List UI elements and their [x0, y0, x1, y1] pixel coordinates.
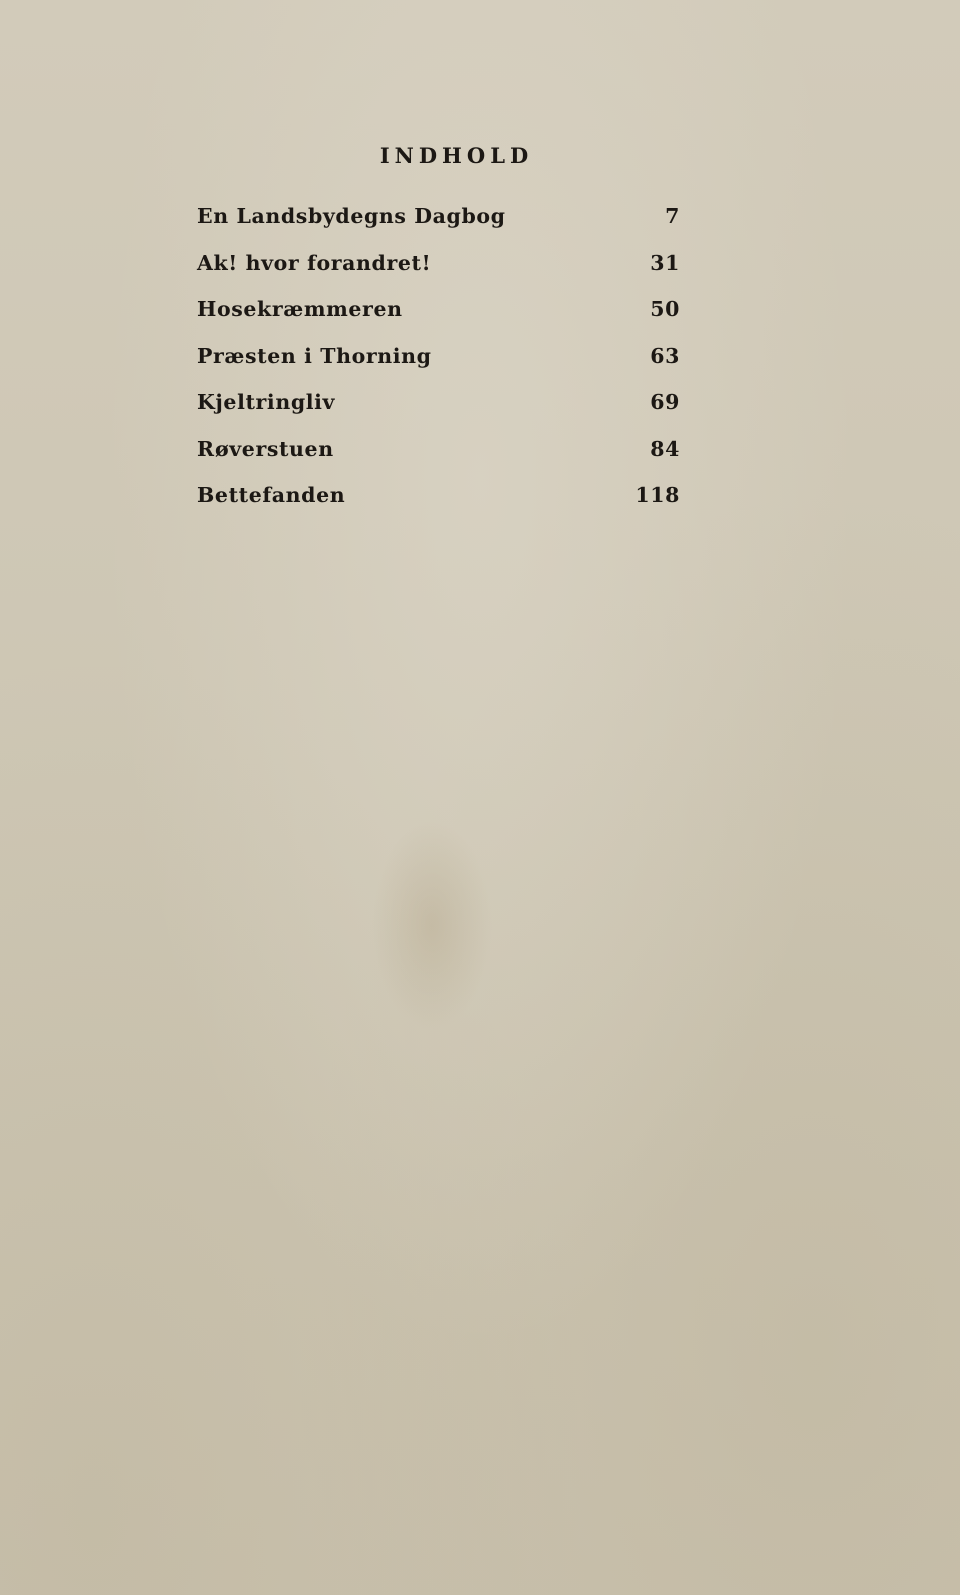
toc-entry-title: Præsten i Thorning — [197, 343, 432, 368]
toc-list — [197, 204, 680, 530]
toc-entry-page: 31 — [650, 250, 680, 275]
toc-heading: INDHOLD — [379, 143, 534, 168]
toc-entry — [197, 390, 680, 437]
toc-entry-title: Kjeltringliv — [197, 390, 336, 414]
toc-entry-page: 50 — [650, 297, 680, 321]
toc-entry — [197, 204, 680, 251]
toc-entry-page: 7 — [665, 204, 680, 228]
toc-entry-page: 69 — [650, 390, 680, 414]
table-of-contents — [197, 136, 680, 530]
toc-entry — [197, 251, 680, 298]
toc-entry-title: Ak! hvor forandret! — [197, 250, 432, 275]
toc-entry — [197, 437, 680, 484]
toc-entry — [197, 297, 680, 344]
toc-entry-title: Røverstuen — [197, 436, 334, 461]
toc-entry-page: 84 — [650, 436, 680, 461]
toc-entry-title: Bettefanden — [197, 483, 346, 507]
toc-entry — [197, 344, 680, 391]
toc-entry — [197, 483, 680, 530]
toc-entry-page: 63 — [650, 343, 680, 368]
toc-entry-page: 118 — [635, 483, 680, 507]
toc-entry-title: En Landsbydegns Dagbog — [197, 204, 506, 228]
toc-entry-title: Hosekræmmeren — [197, 297, 403, 321]
